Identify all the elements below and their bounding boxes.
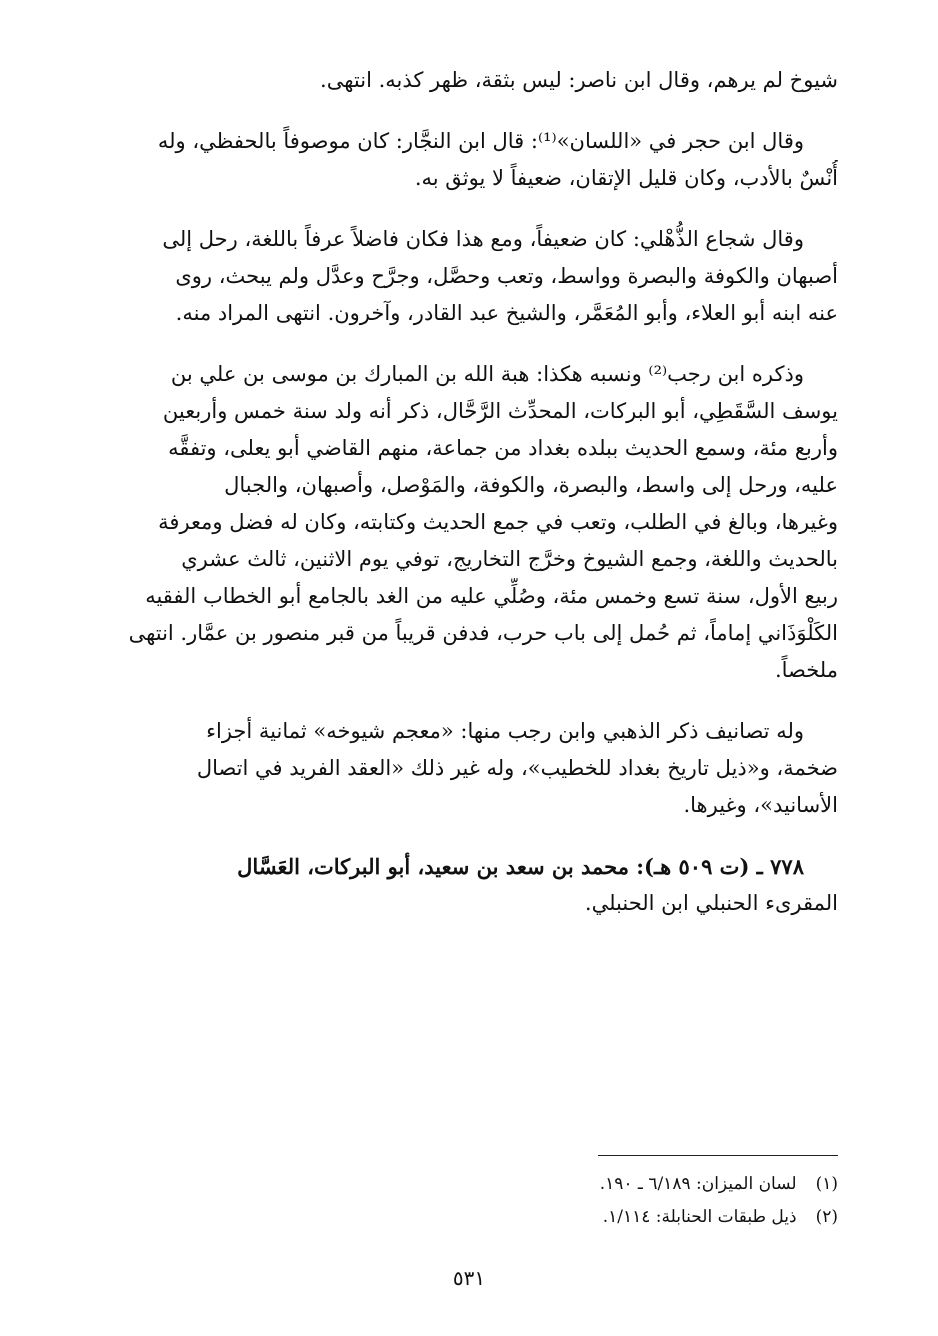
footnote-text: ذيل طبقات الحنابلة: ١/١١٤. — [602, 1207, 797, 1227]
paragraph-5 — [96, 713, 838, 824]
text-line: الأسانيد»، وغيرها. — [683, 793, 838, 817]
text-line: أصبهان والكوفة والبصرة وواسط، وتعب وحصَّل، وجرَّح وعدَّل ولم يبحث، روى — [175, 264, 838, 288]
text-line: وغيرها، وبالغ في الطلب، وتعب في جمع الحديث وكتابته، وكان له فضل ومعرفة — [158, 510, 838, 534]
text-line: يوسف السَّقَطِي، أبو البركات، المحدِّث الرَّحَّال، ذكر أنه ولد سنة خمس وأربعين — [162, 399, 838, 423]
text-line: ملخصاً. — [774, 658, 838, 682]
paragraph-1 — [96, 62, 838, 99]
text-line: الكَلْوَذَاني إماماً، ثم حُمل إلى باب حرب، فدفن قريباً من قبر منصور بن عمَّار. انتهى — [128, 621, 838, 645]
text-line: ضخمة، و«ذيل تاريخ بغداد للخطيب»، وله غير ذلك «العقد الفريد في اتصال — [196, 756, 838, 780]
footnote-2 — [96, 1201, 838, 1234]
footnote-number: (١) — [815, 1174, 838, 1194]
text-line: وقال ابن حجر في «اللسان»⁽¹⁾: قال ابن النجَّار: كان موصوفاً بالحفظي، وله — [157, 129, 804, 153]
entry-778 — [96, 848, 838, 922]
footnote-text: لسان الميزان: ٦/١٨٩ ـ ١٩٠. — [599, 1174, 797, 1194]
text-line: أُنْسٌ بالأدب، وكان قليل الإتقان، ضعيفاً لا يوثق به. — [414, 166, 838, 190]
text-line: وله تصانيف ذكر الذهبي وابن رجب منها: «معجم شيوخه» ثمانية أجزاء — [206, 719, 804, 743]
text-line: المقرىء الحنبلي ابن الحنبلي. — [584, 891, 838, 915]
page-number: ٥٣١ — [452, 1266, 486, 1290]
entry-heading-line: ٧٧٨ ـ (ت ٥٠٩ هـ): محمد بن سعد بن سعيد، أبو البركات، العَسَّال — [237, 854, 804, 879]
footnote-number: (٢) — [815, 1207, 838, 1227]
paragraph-3 — [96, 221, 838, 332]
text-line: عنه ابنه أبو العلاء، وأبو المُعَمَّر، والشيخ عبد القادر، وآخرون. انتهى المراد منه. — [175, 301, 838, 325]
text-line: وقال شجاع الذُّهْلي: كان ضعيفاً، ومع هذا فكان فاضلاً عرفاً باللغة، رحل إلى — [162, 227, 804, 251]
footnote-1 — [96, 1168, 838, 1201]
text-line: شيوخ لم يرهم، وقال ابن ناصر: ليس بثقة، ظهر كذبه. انتهى. — [320, 68, 838, 92]
text-line: ربيع الأول، سنة تسع وخمس مئة، وصُلِّي عليه من الغد بالجامع أبو الخطاب الفقيه — [145, 584, 838, 608]
footnotes — [96, 1168, 838, 1234]
page-body — [96, 62, 838, 946]
footnote-separator — [598, 1155, 838, 1156]
text-line: بالحديث واللغة، وجمع الشيوخ وخرَّج التخاريج، توفي يوم الاثنين، ثالث عشري — [181, 547, 838, 571]
text-line: وأربع مئة، وسمع الحديث ببلده بغداد من جماعة، منهم القاضي أبو يعلى، وتفقَّه — [168, 436, 838, 460]
paragraph-2 — [96, 123, 838, 197]
text-line: وذكره ابن رجب⁽²⁾ ونسبه هكذا: هبة الله بن المبارك بن موسى بن علي بن — [170, 362, 804, 386]
text-line: عليه، ورحل إلى واسط، والبصرة، والكوفة، والمَوْصل، وأصبهان، والجبال — [224, 473, 838, 497]
paragraph-4 — [96, 356, 838, 689]
